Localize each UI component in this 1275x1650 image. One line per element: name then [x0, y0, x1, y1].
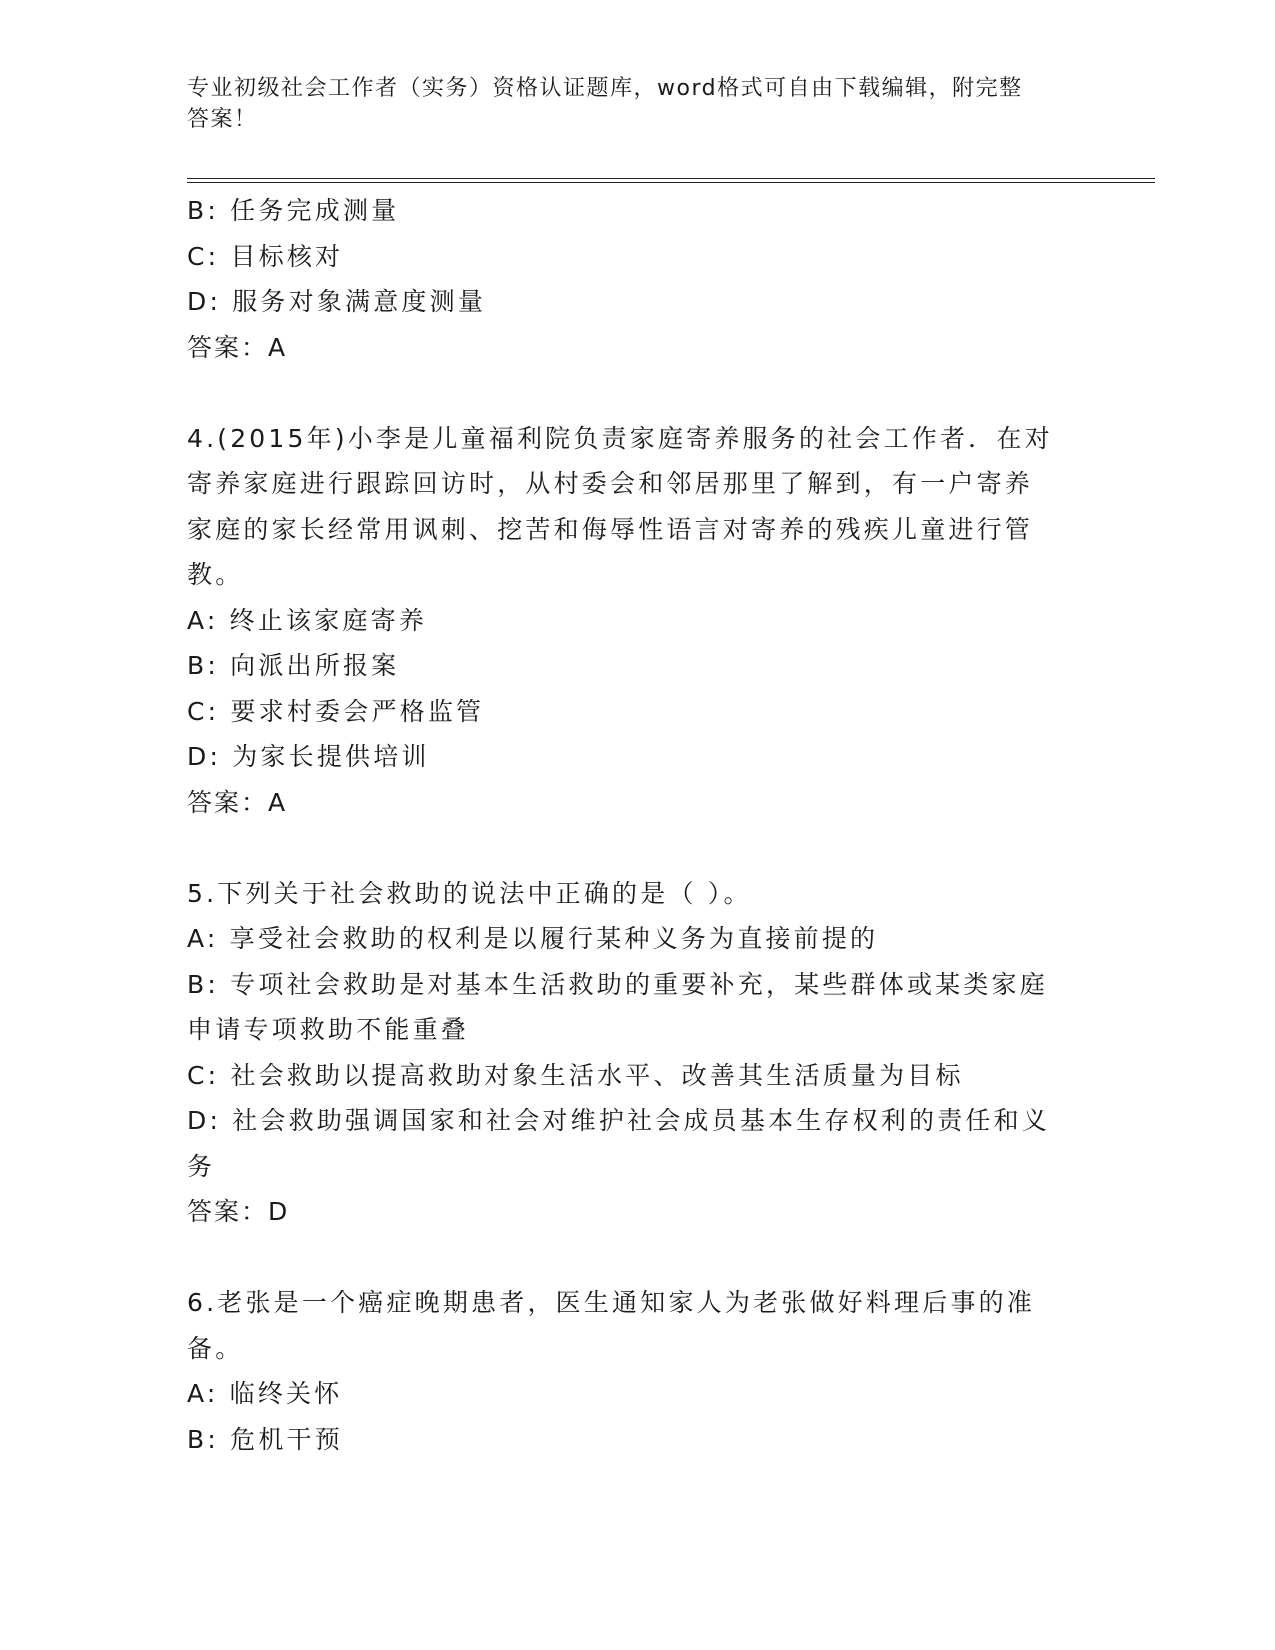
option-b: B: 任务完成测量	[187, 196, 400, 225]
document-header	[187, 73, 1047, 135]
answer-value: D	[268, 1197, 291, 1226]
question-stem-line: 家庭的家长经常用讽刺、挖苦和侮辱性语言对寄养的残疾儿童进行管	[187, 514, 1034, 544]
option-d: D: 服务对象满意度测量	[187, 287, 487, 316]
question-content	[187, 188, 1067, 1462]
option-b: B: 专项社会救助是对基本生活救助的重要补充，某些群体或某类家庭	[187, 969, 1048, 999]
header-line-2: 答案！	[187, 107, 258, 132]
option-d: D: 为家长提供培训	[187, 742, 430, 771]
question-stem-line: 4.(2015年)小李是儿童福利院负责家庭寄养服务的社会工作者．在对	[187, 423, 1053, 453]
option-d: D: 社会救助强调国家和社会对维护社会成员基本生存权利的责任和义	[187, 1106, 1051, 1135]
option-b-continuation: 申请专项救助不能重叠	[187, 1015, 470, 1044]
header-rule-thick	[187, 178, 1155, 179]
document-page	[187, 0, 1155, 1650]
option-c: C: 社会救助以提高救助对象生活水平、改善其生活质量为目标	[187, 1060, 964, 1090]
answer-value: A	[268, 787, 289, 817]
option-b: B: 危机干预	[187, 1424, 343, 1454]
answer-value: A	[268, 332, 289, 362]
option-c: C: 目标核对	[187, 241, 344, 271]
question-stem-line: 寄养家庭进行跟踪回访时，从村委会和邻居那里了解到，有一户寄养	[187, 469, 1034, 498]
question-5	[187, 871, 1067, 1235]
answer-line: 答案：D	[187, 1197, 291, 1226]
header-line-1: 专业初级社会工作者（实务）资格认证题库，word格式可自由下载编辑，附完整	[187, 76, 1023, 101]
option-a: A: 临终关怀	[187, 1379, 343, 1408]
question-stem-line: 备。	[187, 1333, 244, 1363]
option-d-continuation: 务	[187, 1151, 216, 1181]
option-a: A: 终止该家庭寄养	[187, 605, 428, 635]
answer-line: 答案：A	[187, 787, 289, 817]
option-a: A: 享受社会救助的权利是以履行某种义务为直接前提的	[187, 924, 879, 953]
header-rule-thin	[187, 182, 1155, 183]
option-b: B: 向派出所报案	[187, 651, 400, 680]
question-3-tail	[187, 188, 1067, 370]
question-stem-line: 教。	[187, 560, 244, 589]
question-6	[187, 1280, 1067, 1462]
answer-line: 答案：A	[187, 332, 289, 362]
question-4	[187, 416, 1067, 826]
question-stem-line: 5.下列关于社会救助的说法中正确的是（ ）。	[187, 878, 752, 908]
option-c: C: 要求村委会严格监管	[187, 696, 485, 726]
question-stem-line: 6.老张是一个癌症晚期患者，医生通知家人为老张做好料理后事的准	[187, 1288, 1036, 1317]
